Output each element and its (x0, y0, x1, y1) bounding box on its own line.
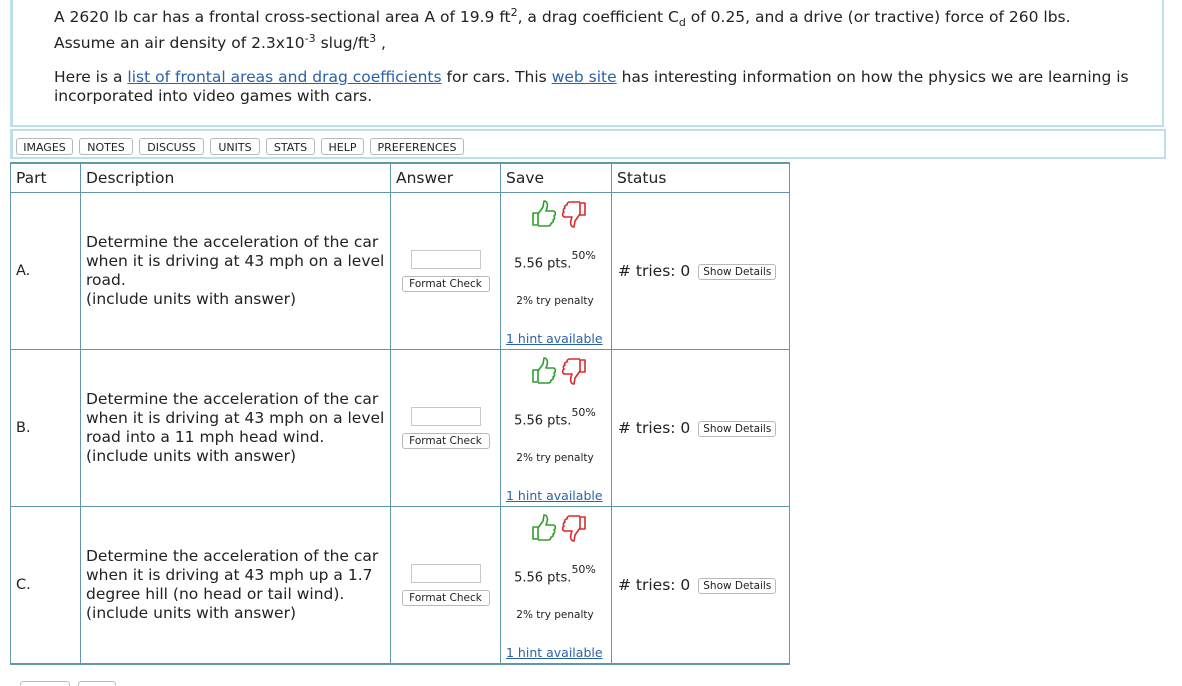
part-label: C. (11, 507, 81, 665)
part-description: Determine the acceleration of the car when it is driving at 43 mph on a level road into a 11 mph head wind. (include units with answer) (81, 350, 391, 507)
tries-count: # tries: 0 (618, 419, 691, 437)
problem-paragraph-2: Here is a list of frontal areas and drag coefficients for cars. This web site has interesting information on how the physics we are learning is incorporated into video games with cars. (54, 68, 1129, 105)
status-cell (612, 507, 790, 665)
table-row (11, 507, 790, 665)
table-header-row (11, 163, 790, 193)
show-details-button[interactable]: Show Details (698, 578, 776, 594)
tab-help[interactable]: HELP (321, 138, 364, 155)
table-row (11, 193, 790, 350)
thumbs-up-icon[interactable] (533, 201, 555, 226)
web-site-link[interactable]: web site (551, 68, 617, 86)
part-description: Determine the acceleration of the car when it is driving at 43 mph on a level road. (include units with answer) (81, 193, 391, 350)
answer-input[interactable] (411, 564, 481, 583)
header-answer: Answer (391, 163, 501, 193)
tries-count: # tries: 0 (618, 576, 691, 594)
part-label: A. (11, 193, 81, 350)
hint-link[interactable]: 1 hint available (506, 331, 603, 346)
points-value: 5.56 pts.$^{50\%}$ (514, 249, 596, 272)
bottom-button-edge[interactable] (20, 681, 70, 686)
try-penalty: 2% try penalty (516, 609, 594, 621)
points-value: 5.56 pts.$^{50\%}$ (514, 563, 596, 586)
try-penalty: 2% try penalty (516, 295, 594, 307)
tab-units[interactable]: UNITS (210, 138, 260, 155)
answer-cell (391, 193, 501, 350)
thumbs-down-icon[interactable] (563, 516, 585, 541)
thumbs-down-icon[interactable] (563, 359, 585, 384)
show-details-button[interactable]: Show Details (698, 264, 776, 280)
rating-icons (529, 356, 589, 386)
table-row (11, 350, 790, 507)
save-cell (501, 193, 612, 350)
header-save: Save (501, 163, 612, 193)
tab-preferences[interactable]: PREFERENCES (370, 138, 464, 155)
tab-notes[interactable]: NOTES (79, 138, 133, 155)
bottom-button-edge[interactable] (78, 681, 116, 686)
status-cell (612, 350, 790, 507)
problem-text (54, 4, 1159, 106)
save-cell (501, 507, 612, 665)
thumbs-up-icon[interactable] (533, 358, 555, 383)
answer-input[interactable] (411, 407, 481, 426)
tries-count: # tries: 0 (618, 262, 691, 280)
tab-images[interactable]: IMAGES (16, 138, 73, 155)
rating-icons (529, 199, 589, 229)
part-label: B. (11, 350, 81, 507)
format-check-button[interactable]: Format Check (402, 433, 490, 449)
frontal-areas-link[interactable]: list of frontal areas and drag coefficients (127, 68, 442, 86)
status-cell (612, 193, 790, 350)
try-penalty: 2% try penalty (516, 452, 594, 464)
hint-link[interactable]: 1 hint available (506, 645, 603, 660)
points-value: 5.56 pts.$^{50\%}$ (514, 406, 596, 429)
hint-link[interactable]: 1 hint available (506, 488, 603, 503)
tools-tab-bar (10, 129, 1166, 159)
problem-statement-box (10, 0, 1164, 127)
header-status: Status (612, 163, 790, 193)
answer-cell (391, 350, 501, 507)
answer-cell (391, 507, 501, 665)
thumbs-up-icon[interactable] (533, 515, 555, 540)
problem-paragraph-1: A 2620 lb car has a frontal cross-sectional area A of 19.9 $ft^2$, a drag coefficient $C_d$ of 0.25, and a drive (or tractive) force of 260 lbs. Assume an air density of $2.3x10^{-3}$ slug/$ft^3$ , (54, 5, 1071, 52)
rating-icons (529, 513, 589, 543)
answer-input[interactable] (411, 250, 481, 269)
header-description: Description (81, 163, 391, 193)
header-part: Part (11, 163, 81, 193)
question-parts-table (10, 162, 790, 665)
format-check-button[interactable]: Format Check (402, 276, 490, 292)
tab-stats[interactable]: STATS (266, 138, 315, 155)
format-check-button[interactable]: Format Check (402, 590, 490, 606)
tab-discuss[interactable]: DISCUSS (139, 138, 204, 155)
save-cell (501, 350, 612, 507)
part-description: Determine the acceleration of the car when it is driving at 43 mph up a 1.7 degree hill (no head or tail wind). (include units with answer) (81, 507, 391, 665)
thumbs-down-icon[interactable] (563, 202, 585, 227)
show-details-button[interactable]: Show Details (698, 421, 776, 437)
